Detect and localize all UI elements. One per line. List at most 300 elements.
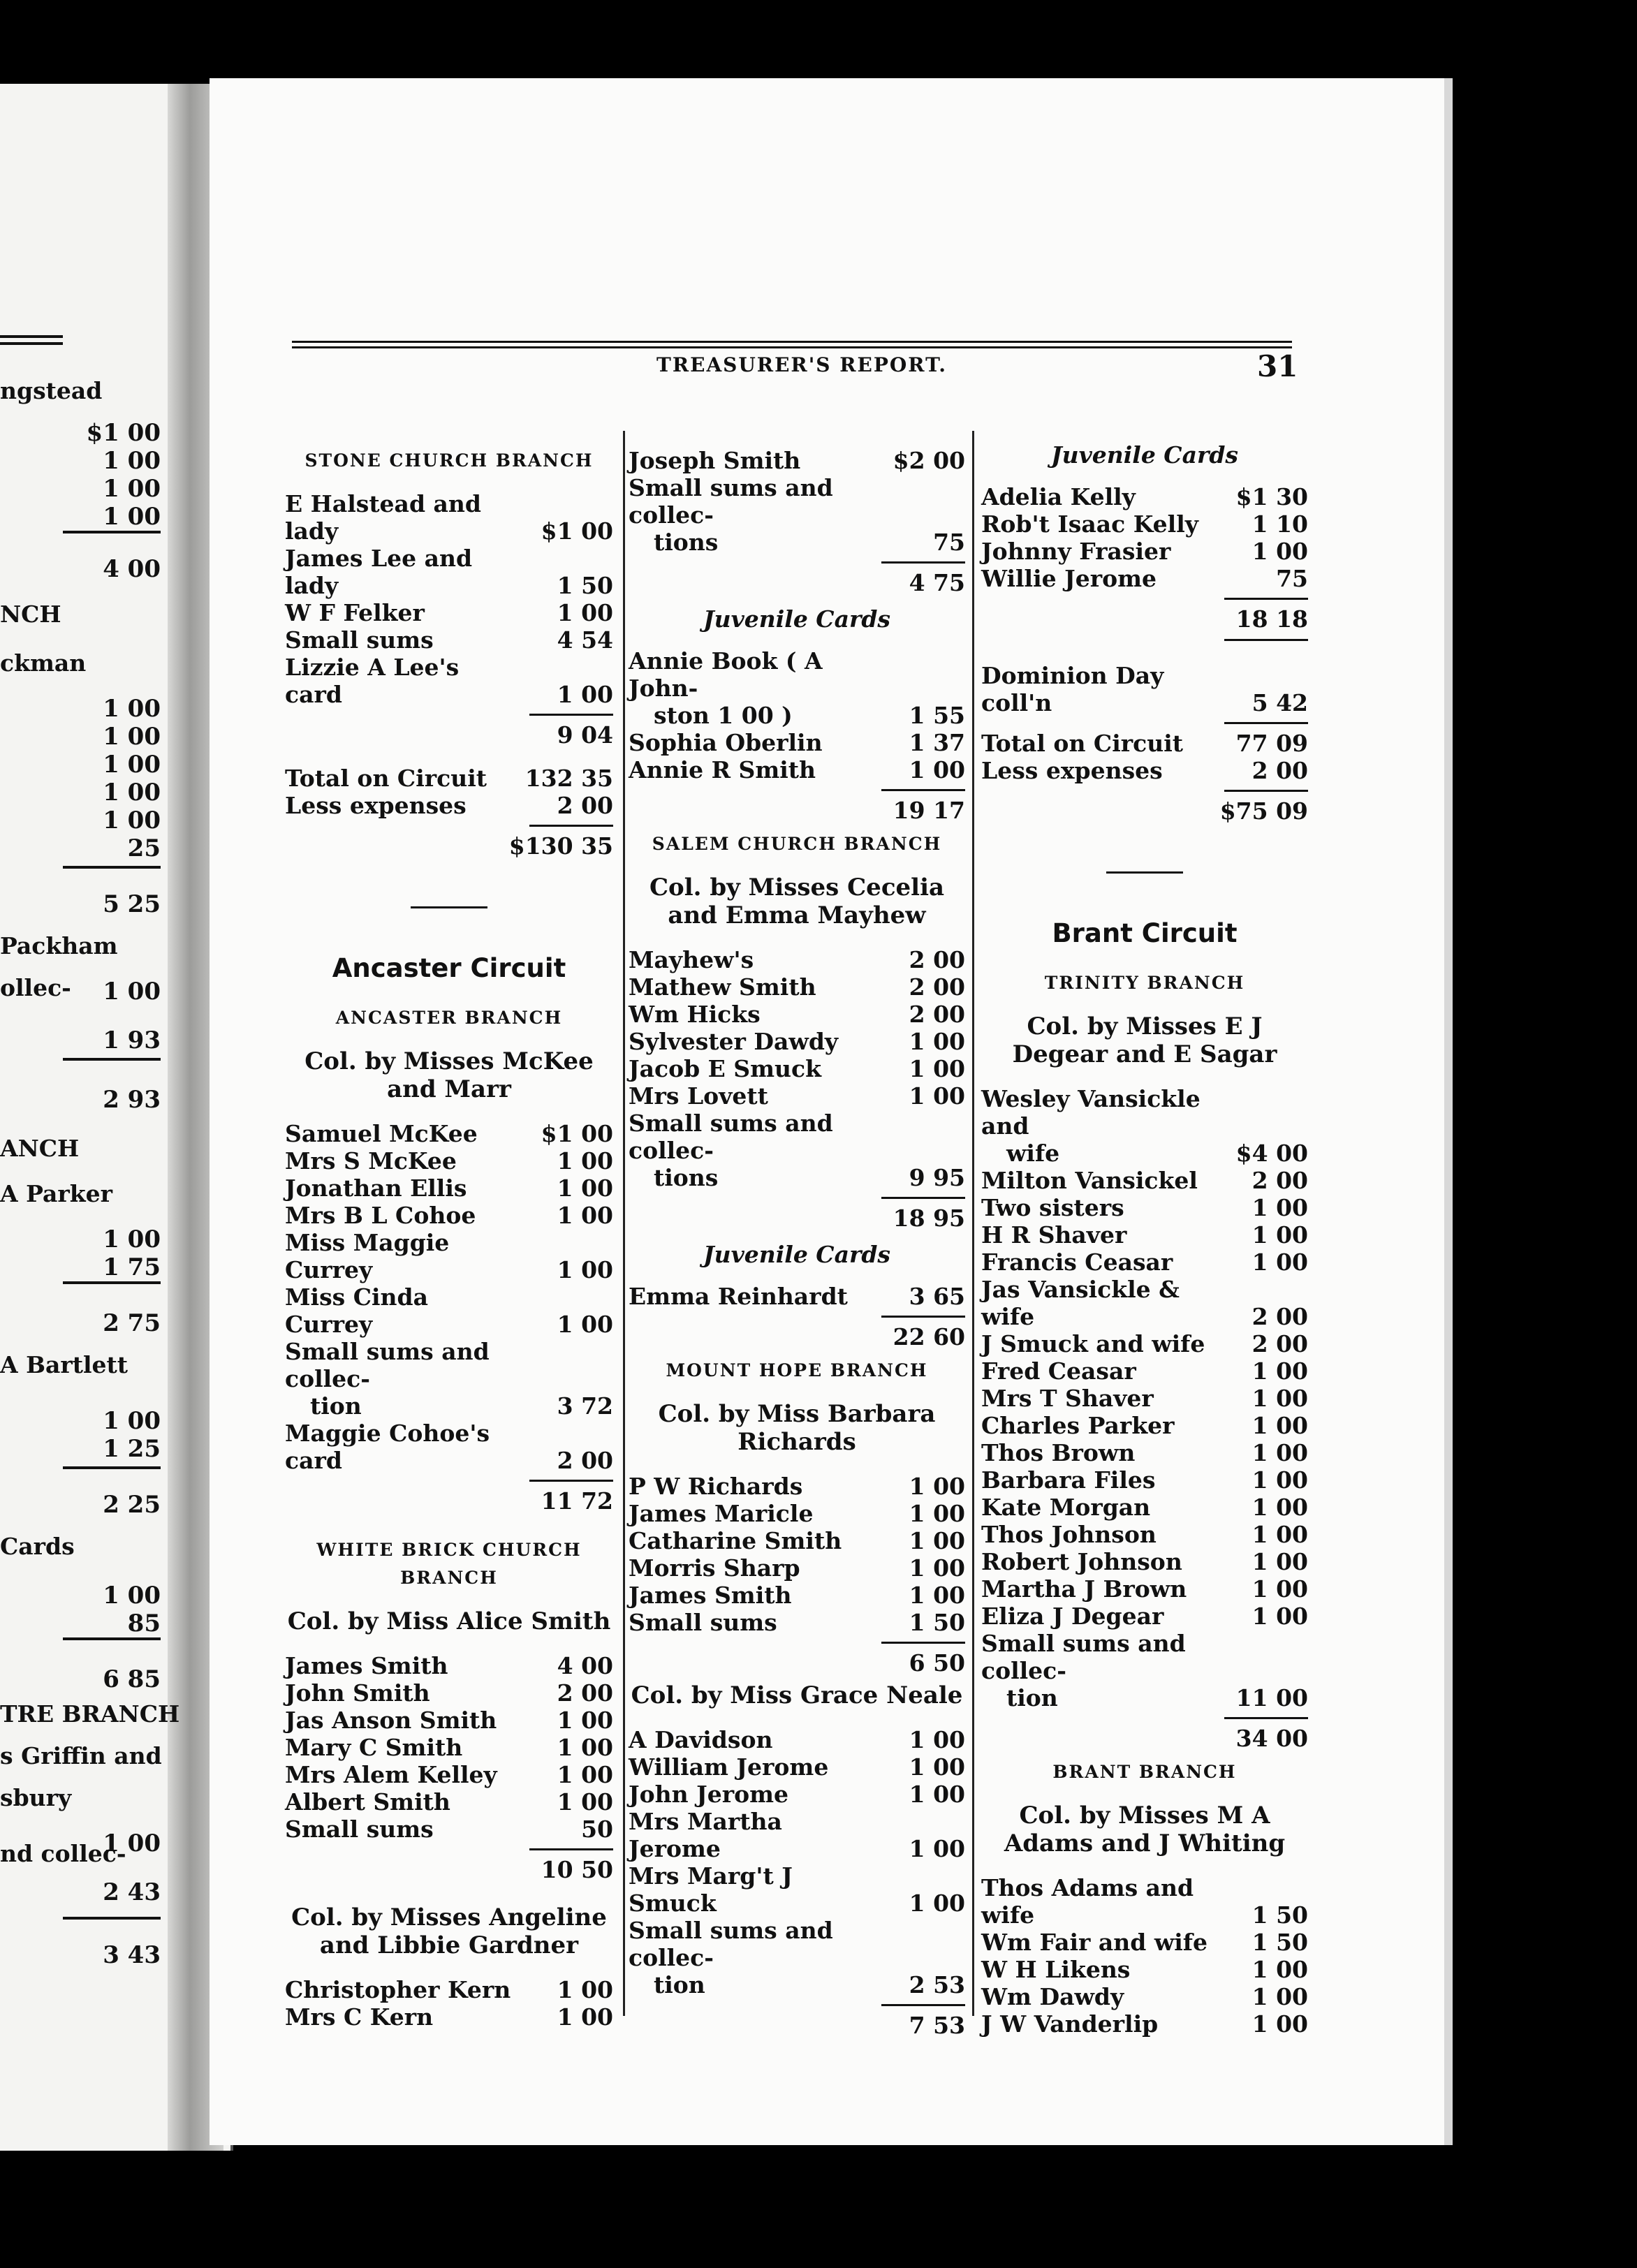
entry-name: ston 1 00 ) bbox=[654, 702, 793, 729]
entry-row bbox=[981, 1330, 1308, 1357]
entry-name: Small sums bbox=[285, 626, 434, 654]
entry-name: Christopher Kern bbox=[285, 1976, 511, 2003]
left-fragment-amount: 2 43 bbox=[103, 1878, 161, 1906]
entry-row bbox=[629, 529, 965, 556]
entry-amount: 1 00 bbox=[1251, 1603, 1308, 1630]
entry-name: Small sums and collec- bbox=[981, 1630, 1186, 1684]
entry-name: Mrs S McKee bbox=[285, 1147, 457, 1174]
entry-row bbox=[285, 545, 613, 599]
entry-row bbox=[285, 1174, 613, 1202]
entry-name: John Smith bbox=[285, 1679, 430, 1707]
left-fragment-line: TRE BRANCH bbox=[0, 1700, 180, 1728]
entry-amount: 1 00 bbox=[557, 599, 613, 626]
sum-rule bbox=[529, 1848, 613, 1850]
entry-amount: 1 00 bbox=[909, 1582, 965, 1609]
entry-row bbox=[981, 1983, 1308, 2010]
entry-amount: $4 00 bbox=[1235, 1140, 1308, 1167]
entry-row bbox=[629, 1781, 965, 1808]
subtotal: 4 75 bbox=[909, 569, 965, 596]
section-separator bbox=[1106, 871, 1183, 874]
entry-amount: 4 00 bbox=[557, 1652, 613, 1679]
left-fragment-rule bbox=[63, 1637, 161, 1640]
entry-amount: 1 00 bbox=[1251, 538, 1308, 565]
entry-name: James Lee and lady bbox=[285, 545, 473, 599]
entry-row bbox=[629, 1001, 965, 1028]
entry-amount: 1 00 bbox=[909, 1781, 965, 1808]
entry-amount: 1 00 bbox=[909, 1726, 965, 1753]
left-fragment-amount: 1 00 bbox=[103, 807, 161, 834]
entry-row bbox=[629, 447, 965, 474]
entry-amount: 1 50 bbox=[1251, 1929, 1308, 1956]
sum-rule bbox=[1224, 722, 1308, 724]
left-fragment-rule bbox=[63, 1281, 161, 1284]
entry-row bbox=[285, 1652, 613, 1679]
column-1 bbox=[285, 441, 613, 2031]
entry-name: Fred Ceasar bbox=[981, 1357, 1136, 1385]
subtotal: 10 50 bbox=[541, 1856, 613, 1883]
entry-row bbox=[981, 538, 1308, 565]
left-fragment-line: Packham bbox=[0, 932, 118, 959]
entry-amount: 1 37 bbox=[909, 729, 965, 756]
entry-name: tions bbox=[654, 529, 719, 556]
left-fragment-amount: 2 93 bbox=[103, 1086, 161, 1114]
collector-line: Col. by Misses Cecelia and Emma Mayhew bbox=[649, 874, 945, 929]
entry-name: H R Shaver bbox=[981, 1221, 1127, 1249]
entry-name: Willie Jerome bbox=[981, 565, 1157, 592]
entry-amount: 1 00 bbox=[1251, 1466, 1308, 1494]
left-fragment-amount: 5 25 bbox=[103, 890, 161, 918]
entry-row bbox=[981, 1929, 1308, 1956]
left-fragment-amount: 1 00 bbox=[103, 1407, 161, 1435]
left-fragment-amount: 1 00 bbox=[103, 1829, 161, 1857]
net-total: $130 35 bbox=[508, 832, 613, 860]
entry-amount: 2 00 bbox=[1251, 1303, 1308, 1330]
sum-rule bbox=[529, 1480, 613, 1482]
total-row: Total on Circuit 132 35 bbox=[285, 765, 613, 792]
entry-row bbox=[981, 483, 1308, 510]
entry-name: Miss Cinda Currey bbox=[285, 1283, 428, 1338]
entry-row bbox=[981, 1439, 1308, 1466]
entry-amount: 2 00 bbox=[1251, 1330, 1308, 1357]
left-fragment-rule bbox=[63, 1466, 161, 1469]
entry-amount: 1 00 bbox=[1251, 2010, 1308, 2038]
entry-amount: 1 00 bbox=[909, 756, 965, 783]
entry-name: Rob't Isaac Kelly bbox=[981, 510, 1198, 538]
column-divider bbox=[972, 431, 974, 2016]
entry-amount: 1 00 bbox=[557, 1761, 613, 1788]
subtotal: 22 60 bbox=[893, 1323, 965, 1350]
entry-amount: $1 00 bbox=[541, 517, 613, 545]
entry-name: Small sums and collec- bbox=[629, 474, 833, 529]
entry-name: Eliza J Degear bbox=[981, 1603, 1164, 1630]
entry-name: Small sums and collec- bbox=[629, 1917, 833, 1971]
entry-row bbox=[981, 1085, 1308, 1140]
entry-name: James Smith bbox=[629, 1582, 792, 1609]
entry-amount: 1 00 bbox=[909, 1527, 965, 1554]
entry-row bbox=[285, 1420, 613, 1474]
entry-row bbox=[981, 1194, 1308, 1221]
entry-list bbox=[285, 1120, 613, 1474]
entry-name: Mathew Smith bbox=[629, 973, 816, 1001]
entry-list bbox=[629, 1726, 965, 1998]
collector-line: Col. by Miss Alice Smith bbox=[287, 1607, 611, 1635]
entry-amount: 2 00 bbox=[1251, 1167, 1308, 1194]
entry-row bbox=[285, 626, 613, 654]
sum-rule bbox=[881, 1197, 965, 1199]
entry-amount: 1 00 bbox=[909, 1753, 965, 1781]
entry-name: Thos Adams and wife bbox=[981, 1874, 1194, 1929]
left-fragment-amount: 1 00 bbox=[103, 695, 161, 723]
collector-line: Col. by Miss Barbara Richards bbox=[658, 1400, 936, 1456]
subtotal: 6 50 bbox=[909, 1649, 965, 1677]
left-fragment-rule bbox=[63, 1058, 161, 1061]
entry-row bbox=[629, 1554, 965, 1582]
entry-row bbox=[981, 510, 1308, 538]
sum-rule bbox=[881, 1316, 965, 1318]
left-fragment-line: sbury bbox=[0, 1784, 72, 1811]
entry-amount: 1 00 bbox=[557, 1976, 613, 2003]
entry-amount: 1 50 bbox=[909, 1609, 965, 1636]
entry-row bbox=[629, 1726, 965, 1753]
entry-row bbox=[285, 1734, 613, 1761]
column-3 bbox=[981, 441, 1308, 2038]
entry-name: Mrs C Kern bbox=[285, 2003, 434, 2031]
entry-name: Mary C Smith bbox=[285, 1734, 463, 1761]
subtotal: 34 00 bbox=[1235, 1725, 1308, 1752]
entry-amount: $1 00 bbox=[541, 1120, 613, 1147]
entry-name: Jas Anson Smith bbox=[285, 1707, 497, 1734]
branch-title: TRINITY BRANCH bbox=[1044, 973, 1245, 993]
entry-row bbox=[629, 1028, 965, 1055]
entry-amount: 4 54 bbox=[557, 626, 613, 654]
entry-row bbox=[981, 1684, 1308, 1711]
entry-row bbox=[285, 1976, 613, 2003]
left-fragment-line: ngstead bbox=[0, 377, 103, 404]
entry-name: tion bbox=[1006, 1684, 1058, 1711]
entry-name: Annie Book ( A John- bbox=[629, 647, 823, 702]
left-fragment-line: nd collec- bbox=[0, 1840, 126, 1867]
entry-row bbox=[629, 1971, 965, 1998]
entry-row bbox=[629, 1110, 965, 1164]
sum-rule bbox=[881, 2004, 965, 2006]
entry-name: tion bbox=[654, 1971, 705, 1998]
entry-row bbox=[629, 1609, 965, 1636]
entry-name: Martha J Brown bbox=[981, 1575, 1187, 1603]
sum-rule bbox=[1224, 1717, 1308, 1719]
entry-name: Maggie Cohoe's card bbox=[285, 1420, 490, 1474]
entry-amount: 1 00 bbox=[557, 1147, 613, 1174]
entry-row bbox=[981, 2010, 1308, 2038]
entry-row bbox=[981, 1521, 1308, 1548]
left-fragment-amount: 1 93 bbox=[103, 1026, 161, 1054]
entry-name: A Davidson bbox=[629, 1726, 773, 1753]
entry-list bbox=[285, 490, 613, 708]
entry-amount: 1 00 bbox=[557, 1788, 613, 1816]
entry-row bbox=[981, 1221, 1308, 1249]
entry-row bbox=[285, 599, 613, 626]
subtotal: 19 17 bbox=[893, 797, 965, 824]
left-fragment-amount: 1 00 bbox=[103, 1225, 161, 1253]
entry-name: Miss Maggie Currey bbox=[285, 1229, 450, 1283]
entry-name: Joseph Smith bbox=[629, 447, 801, 474]
entry-amount: 9 95 bbox=[909, 1164, 965, 1191]
branch-title: WHITE BRICK CHURCH BRANCH bbox=[316, 1540, 582, 1588]
entry-name: tion bbox=[310, 1392, 362, 1420]
entry-list bbox=[629, 1283, 965, 1310]
entry-amount: 1 00 bbox=[1251, 1956, 1308, 1983]
entry-row bbox=[285, 1120, 613, 1147]
entry-name: Jas Vansickle & wife bbox=[981, 1276, 1180, 1330]
entry-name: Jonathan Ellis bbox=[285, 1174, 467, 1202]
entry-name: wife bbox=[1006, 1140, 1060, 1167]
entry-name: Small sums and collec- bbox=[285, 1338, 490, 1392]
entry-row bbox=[981, 1630, 1308, 1684]
entry-amount: 1 00 bbox=[1251, 1412, 1308, 1439]
entry-name: Kate Morgan bbox=[981, 1494, 1151, 1521]
collector-line: Col. by Misses E J Degear and E Sagar bbox=[1012, 1012, 1277, 1068]
entry-row bbox=[629, 1283, 965, 1310]
entry-amount: 1 00 bbox=[909, 1500, 965, 1527]
entry-row bbox=[285, 1816, 613, 1843]
collector-line: Col. by Misses M A Adams and J Whiting bbox=[1004, 1802, 1286, 1857]
sum-rule bbox=[529, 825, 613, 827]
entry-list bbox=[629, 647, 965, 783]
branch-title: ANCASTER BRANCH bbox=[335, 1008, 563, 1028]
entry-row bbox=[285, 1788, 613, 1816]
entry-row bbox=[285, 490, 613, 545]
entry-row bbox=[981, 1548, 1308, 1575]
entry-amount: 1 00 bbox=[1251, 1194, 1308, 1221]
entry-amount: $1 30 bbox=[1235, 483, 1308, 510]
left-fragment-line: ANCH bbox=[0, 1135, 80, 1162]
entry-row bbox=[981, 565, 1308, 592]
entry-name: Small sums bbox=[629, 1609, 777, 1636]
entry-name: Charles Parker bbox=[981, 1412, 1175, 1439]
entry-amount: 1 00 bbox=[909, 1554, 965, 1582]
entry-name: Mrs B L Cohoe bbox=[285, 1202, 476, 1229]
entry-list bbox=[285, 1976, 613, 2031]
entry-row bbox=[981, 1385, 1308, 1412]
entry-row bbox=[285, 2003, 613, 2031]
sum-rule bbox=[1224, 598, 1308, 600]
entry-name: Morris Sharp bbox=[629, 1554, 800, 1582]
left-fragment-amount: 1 00 bbox=[103, 447, 161, 475]
entry-row bbox=[629, 1055, 965, 1082]
entry-name: Mrs T Shaver bbox=[981, 1385, 1154, 1412]
column-2 bbox=[629, 447, 965, 2040]
left-fragment-amount: 4 00 bbox=[103, 555, 161, 583]
entry-amount: 1 00 bbox=[1251, 1521, 1308, 1548]
entry-row bbox=[629, 1082, 965, 1110]
entry-row bbox=[629, 1753, 965, 1781]
entry-name: Jacob E Smuck bbox=[629, 1055, 822, 1082]
left-fragment-line: Cards bbox=[0, 1533, 75, 1560]
entry-row bbox=[629, 647, 965, 702]
entry-name: Annie R Smith bbox=[629, 756, 816, 783]
entry-name: tions bbox=[654, 1164, 719, 1191]
entry-row bbox=[629, 946, 965, 973]
entry-row bbox=[981, 1167, 1308, 1194]
left-fragment-line: ckman bbox=[0, 649, 87, 677]
subtotal: 7 53 bbox=[909, 2012, 965, 2039]
entry-amount: 1 00 bbox=[557, 681, 613, 708]
entry-name: Mrs Alem Kelley bbox=[285, 1761, 497, 1788]
juvenile-cards-heading: Juvenile Cards bbox=[703, 1241, 890, 1268]
left-fragment-amount: 1 00 bbox=[103, 475, 161, 503]
entry-amount: 1 00 bbox=[1251, 1575, 1308, 1603]
left-fragment-amount: 85 bbox=[127, 1610, 161, 1637]
entry-name: Wm Dawdy bbox=[981, 1983, 1124, 2010]
left-fragment-rule bbox=[0, 335, 63, 338]
entry-amount: 11 00 bbox=[1235, 1684, 1308, 1711]
left-fragment-amount: 1 00 bbox=[103, 503, 161, 531]
subtotal: 11 72 bbox=[541, 1487, 613, 1515]
entry-name: W H Likens bbox=[981, 1956, 1131, 1983]
collector-line: Col. by Misses Angeline and Libbie Gardner bbox=[291, 1904, 607, 1959]
entry-amount: 1 10 bbox=[1251, 510, 1308, 538]
entry-amount: 1 00 bbox=[909, 1082, 965, 1110]
entry-amount: 1 00 bbox=[557, 1311, 613, 1338]
branch-title: SALEM CHURCH BRANCH bbox=[652, 834, 942, 854]
entry-row bbox=[981, 1140, 1308, 1167]
entry-amount: 1 55 bbox=[909, 702, 965, 729]
entry-name: Albert Smith bbox=[285, 1788, 450, 1816]
entry-row bbox=[981, 1466, 1308, 1494]
header-rule-top bbox=[292, 341, 1292, 343]
left-fragment-amount: 3 43 bbox=[103, 1941, 161, 1969]
entry-name: Two sisters bbox=[981, 1194, 1124, 1221]
entry-amount: 1 00 bbox=[557, 1202, 613, 1229]
subtotal: 18 95 bbox=[893, 1205, 965, 1232]
total-row: Total on Circuit 77 09 bbox=[981, 730, 1308, 757]
entry-name: Francis Ceasar bbox=[981, 1249, 1173, 1276]
entry-row bbox=[285, 654, 613, 708]
entry-row bbox=[285, 1392, 613, 1420]
entry-name: Sylvester Dawdy bbox=[629, 1028, 839, 1055]
entry-name: J W Vanderlip bbox=[981, 2010, 1159, 2038]
entry-row bbox=[285, 1202, 613, 1229]
entry-row bbox=[629, 1164, 965, 1191]
column-divider bbox=[623, 431, 625, 2016]
dominion-row: Dominion Day coll'n 5 42 bbox=[981, 662, 1308, 716]
entry-list bbox=[981, 1874, 1308, 2038]
entry-name: Wesley Vansickle and bbox=[981, 1085, 1201, 1140]
entry-amount: 3 65 bbox=[909, 1283, 965, 1310]
entry-row bbox=[981, 1956, 1308, 1983]
entry-list bbox=[981, 1085, 1308, 1711]
left-fragment-line: A Bartlett bbox=[0, 1351, 129, 1378]
left-fragment-rule bbox=[63, 531, 161, 533]
entry-name: Lizzie A Lee's card bbox=[285, 654, 460, 708]
expenses-row: Less expenses 2 00 bbox=[981, 757, 1308, 784]
subtotal: 9 04 bbox=[557, 721, 613, 749]
entry-name: Thos Johnson bbox=[981, 1521, 1157, 1548]
left-fragment-amount: 6 85 bbox=[103, 1665, 161, 1693]
entry-name: Mrs Marg't J Smuck bbox=[629, 1862, 793, 1917]
entry-amount: 1 00 bbox=[557, 1734, 613, 1761]
entry-row bbox=[981, 1276, 1308, 1330]
page-number: 31 bbox=[1257, 349, 1298, 383]
entry-amount: 1 00 bbox=[1251, 1221, 1308, 1249]
entry-row bbox=[981, 1357, 1308, 1385]
collector-line: Col. by Misses McKee and Marr bbox=[304, 1047, 594, 1103]
entry-name: P W Richards bbox=[629, 1473, 803, 1500]
entry-amount: 1 00 bbox=[1251, 1357, 1308, 1385]
entry-amount: 1 00 bbox=[909, 1028, 965, 1055]
entry-list bbox=[981, 483, 1308, 592]
entry-name: Mrs Lovett bbox=[629, 1082, 768, 1110]
entry-amount: 1 00 bbox=[1251, 1548, 1308, 1575]
entry-name: Wm Hicks bbox=[629, 1001, 761, 1028]
entry-amount: 1 00 bbox=[557, 1707, 613, 1734]
entry-name: Adelia Kelly bbox=[981, 483, 1136, 510]
branch-title: BRANT BRANCH bbox=[1052, 1762, 1237, 1782]
left-fragment-amount: 1 00 bbox=[103, 978, 161, 1006]
entry-amount: 75 bbox=[1276, 565, 1308, 592]
entry-name: Catharine Smith bbox=[629, 1527, 842, 1554]
entry-name: E Halstead and lady bbox=[285, 490, 481, 545]
entry-name: Barbara Files bbox=[981, 1466, 1156, 1494]
entry-name: W F Felker bbox=[285, 599, 425, 626]
running-title: TREASURER'S REPORT. bbox=[656, 353, 948, 376]
entry-amount: 1 00 bbox=[1251, 1439, 1308, 1466]
collector-line: Col. by Miss Grace Neale bbox=[631, 1681, 963, 1709]
entry-list bbox=[629, 946, 965, 1191]
entry-row bbox=[981, 1412, 1308, 1439]
entry-amount: 3 72 bbox=[557, 1392, 613, 1420]
entry-amount: 1 00 bbox=[557, 2003, 613, 2031]
sum-rule bbox=[529, 714, 613, 716]
entry-amount: 1 00 bbox=[1251, 1494, 1308, 1521]
entry-row bbox=[981, 1603, 1308, 1630]
entry-row bbox=[629, 973, 965, 1001]
entry-name: Sophia Oberlin bbox=[629, 729, 823, 756]
section-separator bbox=[411, 906, 487, 908]
entry-name: Small sums and collec- bbox=[629, 1110, 833, 1164]
left-fragment-line: A Parker bbox=[0, 1180, 113, 1207]
entry-row bbox=[285, 1283, 613, 1338]
entry-amount: 1 00 bbox=[909, 1890, 965, 1917]
left-fragment-amount: 1 00 bbox=[103, 723, 161, 751]
entry-name: Milton Vansickel bbox=[981, 1167, 1198, 1194]
left-fragment-rule bbox=[63, 1917, 161, 1920]
entry-name: James Smith bbox=[285, 1652, 448, 1679]
entry-amount: 75 bbox=[933, 529, 965, 556]
left-fragment-amount: 1 00 bbox=[103, 751, 161, 779]
entry-list bbox=[629, 447, 965, 556]
entry-row bbox=[981, 1249, 1308, 1276]
entry-name: John Jerome bbox=[629, 1781, 789, 1808]
net-total: $75 09 bbox=[1219, 797, 1308, 825]
entry-row bbox=[629, 702, 965, 729]
entry-list bbox=[629, 1473, 965, 1636]
entry-amount: 1 00 bbox=[909, 1835, 965, 1862]
sum-rule bbox=[881, 1642, 965, 1644]
entry-row bbox=[629, 1500, 965, 1527]
entry-name: James Maricle bbox=[629, 1500, 814, 1527]
left-fragment-rule bbox=[0, 342, 63, 345]
branch-title: MOUNT HOPE BRANCH bbox=[666, 1360, 928, 1380]
entry-amount: 2 00 bbox=[909, 946, 965, 973]
entry-amount: 1 50 bbox=[1251, 1901, 1308, 1929]
entry-name: Emma Reinhardt bbox=[629, 1283, 848, 1310]
entry-row bbox=[629, 1862, 965, 1917]
juvenile-cards-heading: Juvenile Cards bbox=[703, 605, 890, 633]
entry-row bbox=[629, 1582, 965, 1609]
entry-amount: 1 00 bbox=[1251, 1983, 1308, 2010]
sum-rule bbox=[881, 789, 965, 791]
entry-row bbox=[285, 1761, 613, 1788]
